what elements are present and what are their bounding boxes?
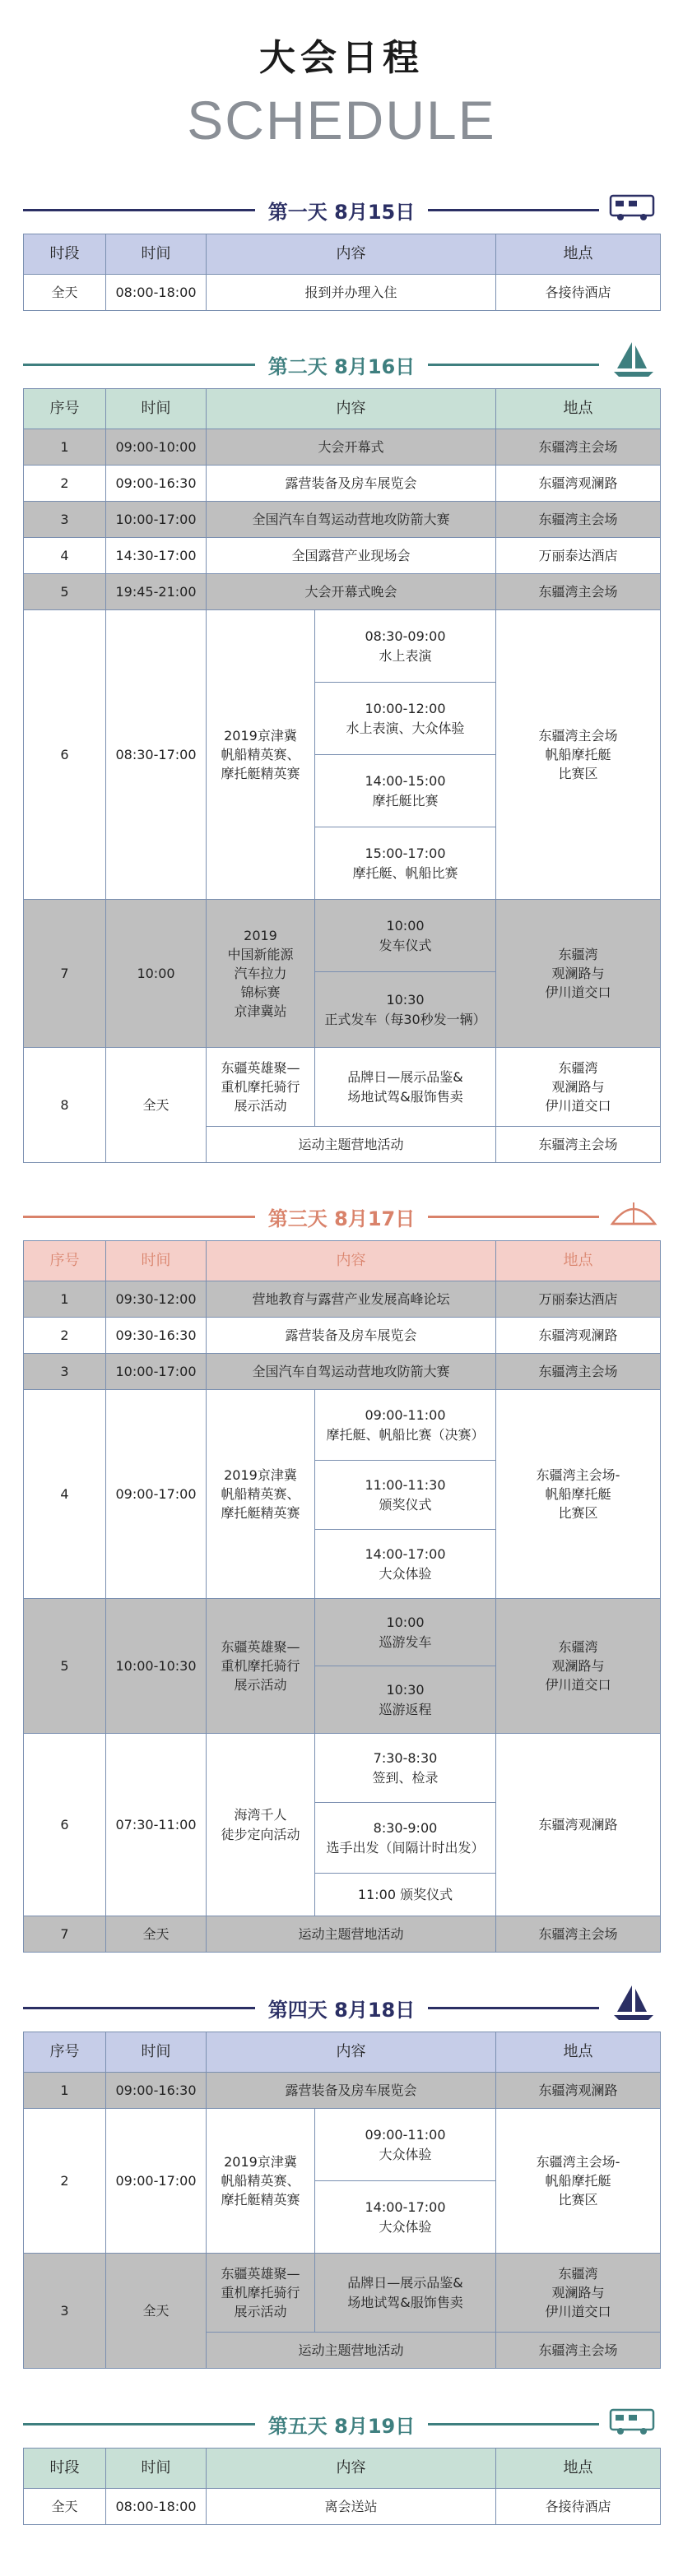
sub-label: 签到、检录: [372, 1769, 439, 1786]
sailboat-icon: [607, 339, 660, 380]
col-header: 地点: [496, 234, 661, 275]
table-cell: 6: [24, 610, 106, 900]
sub-time: 11:00-11:30: [365, 1477, 446, 1494]
table-cell: 2: [24, 1318, 106, 1354]
table-cell: 全天: [106, 1048, 207, 1163]
rv-camper-icon: [607, 184, 660, 225]
table-cell: 全天: [106, 2254, 207, 2369]
day2-heading: 第二天 8月16日: [23, 339, 660, 388]
day5-heading: 第五天 8月19日: [23, 2398, 660, 2448]
table-cell: 各接待酒店: [496, 275, 661, 311]
table-cell: 10:00-17:00: [106, 1354, 207, 1390]
sub-schedule-item: [315, 1390, 496, 1461]
day2-table: [23, 388, 661, 1163]
table-cell: 3: [24, 2254, 106, 2369]
table-cell: 东疆湾主会场: [496, 1127, 661, 1163]
sub-label: 摩托艇、帆船比赛（决赛）: [326, 1426, 485, 1443]
table-row: [24, 1318, 661, 1354]
sub-label: 摩托艇、帆船比赛: [352, 864, 458, 881]
table-cell: 运动主题营地活动: [207, 2333, 496, 2369]
table-cell: 东疆湾 观澜路与 伊川道交口: [496, 900, 661, 1048]
day4-table: [23, 2032, 661, 2369]
table-cell: 08:30-17:00: [106, 610, 207, 900]
table-cell: 大会开幕式: [207, 429, 496, 466]
table-cell: 东疆湾主会场 帆船摩托艇 比赛区: [496, 610, 661, 900]
table-cell: 东疆湾主会场: [496, 1916, 661, 1953]
sub-label: 巡游返程: [379, 1701, 432, 1717]
table-cell: 全天: [24, 275, 106, 311]
table-cell: 东疆湾 观澜路与 伊川道交口: [496, 1048, 661, 1127]
col-header: 时段: [24, 2449, 106, 2489]
table-cell: 11:00 颁奖仪式: [315, 1874, 496, 1916]
col-header: 时间: [106, 2449, 207, 2489]
table-row: [24, 502, 661, 538]
table-cell: 东疆湾 观澜路与 伊川道交口: [496, 2254, 661, 2333]
table-cell: 09:00-16:30: [106, 466, 207, 502]
rv-camper-icon: [607, 2398, 660, 2439]
sub-time: 14:00-17:00: [365, 1546, 446, 1563]
table-cell: 6: [24, 1734, 106, 1916]
table-row: [24, 1390, 661, 1461]
sub-time: 09:00-11:00: [365, 2127, 446, 2143]
sub-schedule-item: [315, 683, 496, 755]
table-row: [24, 1734, 661, 1803]
col-header: 时间: [106, 234, 207, 275]
table-cell: 1: [24, 429, 106, 466]
sub-time: 7:30-8:30: [373, 1750, 438, 1767]
day4-heading: 第四天 8月18日: [23, 1982, 660, 2032]
col-header: 时段: [24, 234, 106, 275]
sub-label: 选手出发（间隔计时出发）: [326, 1839, 485, 1856]
table-row: [24, 1916, 661, 1953]
table-cell: 3: [24, 502, 106, 538]
sub-schedule-item: [315, 1734, 496, 1803]
page-title: 大会日程: [259, 37, 424, 79]
day3-table: [23, 1240, 661, 1953]
sub-schedule-item: [315, 972, 496, 1048]
table-cell: 09:00-16:30: [106, 2073, 207, 2109]
table-cell: 08:00-18:00: [106, 275, 207, 311]
table-cell: 14:30-17:00: [106, 538, 207, 574]
table-row: [24, 1048, 661, 1127]
sub-schedule-item: [315, 1803, 496, 1874]
table-cell: 3: [24, 1354, 106, 1390]
sub-schedule-item: [315, 1666, 496, 1734]
table-row: [24, 610, 661, 683]
day5-table: [23, 2448, 661, 2525]
table-cell: 东疆湾观澜路: [496, 1734, 661, 1916]
table-cell: 东疆英雄聚— 重机摩托骑行 展示活动: [207, 1048, 315, 1127]
sub-time: 10:00: [386, 918, 425, 934]
sub-time: 8:30-9:00: [373, 1820, 438, 1837]
tent-icon: [607, 1191, 660, 1232]
sub-schedule-item: [315, 755, 496, 827]
table-row: [24, 2073, 661, 2109]
table-cell: 东疆湾主会场: [496, 1354, 661, 1390]
sub-time: 14:00-15:00: [365, 773, 446, 790]
sub-schedule-item: [315, 900, 496, 972]
sub-schedule-item: [315, 610, 496, 683]
sub-label: 颁奖仪式: [379, 1496, 432, 1513]
sub-label: 水上表演、大众体验: [346, 720, 465, 736]
table-cell: 10:00-17:00: [106, 502, 207, 538]
table-cell: 各接待酒店: [496, 2489, 661, 2525]
table-row: [24, 900, 661, 972]
table-cell: 东疆湾主会场: [496, 429, 661, 466]
table-cell: 10:00: [106, 900, 207, 1048]
sub-label: 正式发车（每30秒发一辆）: [324, 1011, 486, 1027]
col-header: 地点: [496, 389, 661, 429]
col-header: 地点: [496, 2449, 661, 2489]
col-header: 序号: [24, 2032, 106, 2073]
table-cell: 品牌日—展示品鉴& 场地试驾&服饰售卖: [315, 1048, 496, 1127]
col-header: 地点: [496, 1241, 661, 1281]
sailboat-icon: [607, 1982, 660, 2023]
col-header: 内容: [207, 389, 496, 429]
table-cell: 运动主题营地活动: [207, 1127, 496, 1163]
sub-schedule-item: [315, 2181, 496, 2254]
table-cell: 全国汽车自驾运动营地攻防箭大赛: [207, 502, 496, 538]
table-cell: 全国汽车自驾运动营地攻防箭大赛: [207, 1354, 496, 1390]
table-cell: 全天: [106, 1916, 207, 1953]
table-cell: 09:00-17:00: [106, 1390, 207, 1599]
col-header: 内容: [207, 2449, 496, 2489]
day1-heading: 第一天 8月15日: [23, 184, 660, 234]
table-cell: 4: [24, 538, 106, 574]
table-row: [24, 1599, 661, 1666]
col-header: 内容: [207, 2032, 496, 2073]
table-cell: 8: [24, 1048, 106, 1163]
table-cell: 海湾千人 徒步定向活动: [207, 1734, 315, 1916]
table-cell: 露营装备及房车展览会: [207, 2073, 496, 2109]
sub-time: 15:00-17:00: [365, 846, 446, 862]
table-cell: 露营装备及房车展览会: [207, 1318, 496, 1354]
table-row: [24, 466, 661, 502]
day1-table: [23, 234, 661, 311]
table-cell: 运动主题营地活动: [207, 1916, 496, 1953]
table-cell: 东疆湾主会场: [496, 502, 661, 538]
table-cell: 7: [24, 1916, 106, 1953]
sub-label: 水上表演: [379, 647, 432, 664]
table-cell: 露营装备及房车展览会: [207, 466, 496, 502]
col-header: 地点: [496, 2032, 661, 2073]
table-row: [24, 275, 661, 311]
sub-label: 发车仪式: [379, 937, 432, 953]
table-row: [24, 2109, 661, 2181]
table-row: [24, 574, 661, 610]
table-row: [24, 2489, 661, 2525]
table-cell: 2019京津冀 帆船精英赛、 摩托艇精英赛: [207, 2109, 315, 2254]
table-cell: 2: [24, 466, 106, 502]
table-cell: 5: [24, 574, 106, 610]
table-cell: 19:45-21:00: [106, 574, 207, 610]
table-cell: 09:30-12:00: [106, 1281, 207, 1318]
table-cell: 万丽泰达酒店: [496, 538, 661, 574]
table-cell: 东疆湾 观澜路与 伊川道交口: [496, 1599, 661, 1734]
table-cell: 万丽泰达酒店: [496, 1281, 661, 1318]
table-cell: 2: [24, 2109, 106, 2254]
sub-label: 大众体验: [379, 1565, 432, 1582]
table-cell: 5: [24, 1599, 106, 1734]
table-cell: 东疆英雄聚— 重机摩托骑行 展示活动: [207, 1599, 315, 1734]
table-cell: 东疆湾观澜路: [496, 1318, 661, 1354]
day3-heading: 第三天 8月17日: [23, 1191, 660, 1240]
table-cell: 报到并办理入住: [207, 275, 496, 311]
sub-schedule-item: [315, 1530, 496, 1599]
table-cell: 全天: [24, 2489, 106, 2525]
table-cell: 离会送站: [207, 2489, 496, 2525]
table-cell: 07:30-11:00: [106, 1734, 207, 1916]
table-cell: 4: [24, 1390, 106, 1599]
sub-schedule-item: [315, 1461, 496, 1530]
table-cell: 东疆湾主会场: [496, 574, 661, 610]
table-row: [24, 538, 661, 574]
col-header: 序号: [24, 389, 106, 429]
table-cell: 2019 中国新能源 汽车拉力 锦标赛 京津冀站: [207, 900, 315, 1048]
table-row: [24, 1281, 661, 1318]
table-cell: 大会开幕式晚会: [207, 574, 496, 610]
table-cell: 2019京津冀 帆船精英赛、 摩托艇精英赛: [207, 610, 315, 900]
table-cell: 东疆湾主会场: [496, 2333, 661, 2369]
sub-time: 09:00-11:00: [365, 1407, 446, 1424]
sub-time: 10:30: [386, 992, 425, 1008]
table-cell: 2019京津冀 帆船精英赛、 摩托艇精英赛: [207, 1390, 315, 1599]
table-cell: 东疆英雄聚— 重机摩托骑行 展示活动: [207, 2254, 315, 2333]
page-subtitle: SCHEDULE: [187, 90, 496, 151]
table-cell: 东疆湾主会场- 帆船摩托艇 比赛区: [496, 1390, 661, 1599]
table-row: [24, 429, 661, 466]
table-row: [24, 2254, 661, 2333]
col-header: 时间: [106, 1241, 207, 1281]
col-header: 时间: [106, 2032, 207, 2073]
sub-time: 10:00: [386, 1615, 425, 1631]
table-cell: 东疆湾主会场- 帆船摩托艇 比赛区: [496, 2109, 661, 2254]
col-header: 时间: [106, 389, 207, 429]
table-cell: 营地教育与露营产业发展高峰论坛: [207, 1281, 496, 1318]
sub-label: 大众体验: [379, 2146, 432, 2162]
table-cell: 东疆湾观澜路: [496, 2073, 661, 2109]
table-cell: 7: [24, 900, 106, 1048]
sub-label: 摩托艇比赛: [372, 792, 439, 808]
sub-label: 大众体验: [379, 2218, 432, 2235]
table-cell: 09:00-10:00: [106, 429, 207, 466]
table-cell: 1: [24, 2073, 106, 2109]
sub-time: 14:00-17:00: [365, 2199, 446, 2216]
sub-time: 08:30-09:00: [365, 628, 446, 645]
table-cell: 09:30-16:30: [106, 1318, 207, 1354]
table-cell: 08:00-18:00: [106, 2489, 207, 2525]
table-row: [24, 1354, 661, 1390]
sub-schedule-item: [315, 1599, 496, 1666]
col-header: 序号: [24, 1241, 106, 1281]
table-cell: 10:00-10:30: [106, 1599, 207, 1734]
table-cell: 全国露营产业现场会: [207, 538, 496, 574]
sub-time: 10:00-12:00: [365, 701, 446, 717]
table-cell: 东疆湾观澜路: [496, 466, 661, 502]
table-cell: 09:00-17:00: [106, 2109, 207, 2254]
sub-label: 巡游发车: [379, 1633, 432, 1650]
sub-schedule-item: [315, 827, 496, 900]
sub-schedule-item: [315, 2109, 496, 2181]
table-cell: 1: [24, 1281, 106, 1318]
table-cell: 品牌日—展示品鉴& 场地试驾&服饰售卖: [315, 2254, 496, 2333]
col-header: 内容: [207, 1241, 496, 1281]
sub-time: 10:30: [386, 1682, 425, 1698]
col-header: 内容: [207, 234, 496, 275]
